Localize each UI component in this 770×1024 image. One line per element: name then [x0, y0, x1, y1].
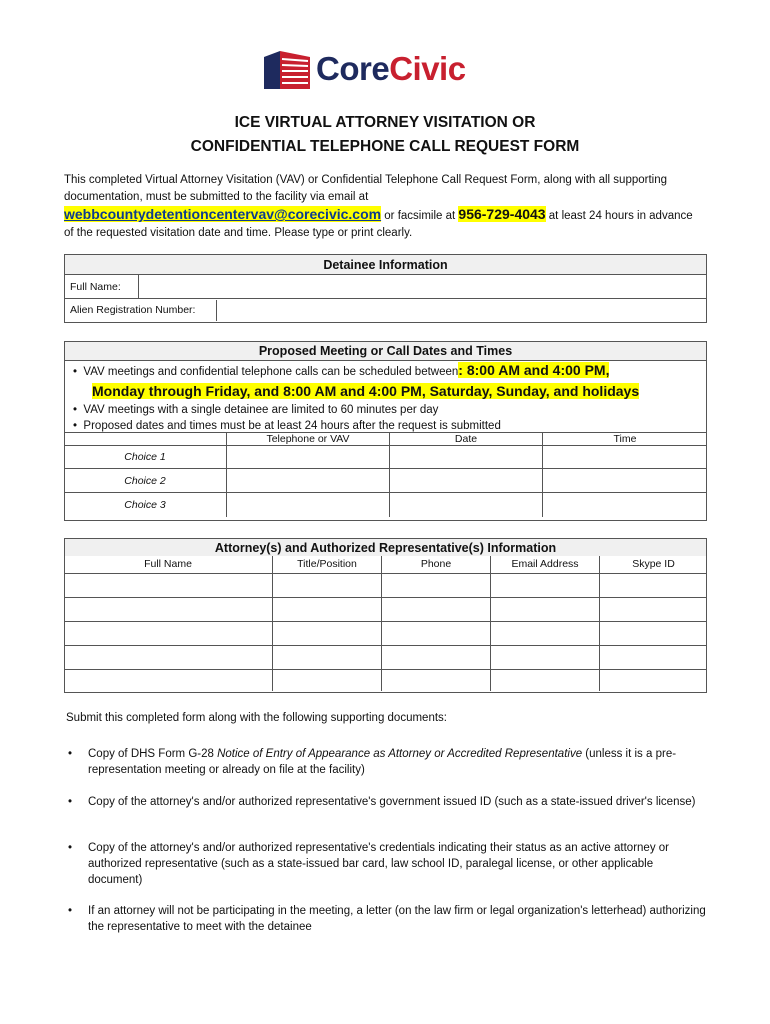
bullet-dot-icon: • — [68, 905, 73, 917]
bullet3-text: Proposed dates and times must be at least 24 hours after the request is submitted — [83, 420, 501, 432]
col-header-date: Date — [390, 433, 543, 446]
document-item-2 — [68, 794, 708, 810]
form-title-line1: ICE VIRTUAL ATTORNEY VISITATION OR — [234, 114, 536, 131]
attorney-skype-field[interactable] — [600, 621, 708, 645]
attorney-col-full-name: Full Name — [64, 556, 273, 573]
attorney-skype-field[interactable] — [600, 573, 708, 597]
attorney-col-skype: Skype ID — [600, 556, 708, 573]
attorney-section — [64, 538, 707, 693]
detainee-header: Detainee Information — [65, 255, 706, 275]
meeting-bullets — [73, 361, 703, 434]
item1-text-a: Copy of DHS Form G-28 — [88, 748, 218, 760]
attorney-title-field[interactable] — [273, 669, 382, 691]
attorney-row — [64, 621, 707, 645]
item2-text: Copy of the attorney's and/or authorized representative's government issued ID (such as a state-issued driver's license) — [88, 796, 696, 808]
attorney-skype-field[interactable] — [600, 669, 708, 691]
intro-text3: at least 24 hours in advance of the requested visitation date and time. Please type or print clearly. — [64, 210, 693, 239]
item1-form-name: Notice of Entry of Appearance as Attorney or Accredited Representative — [217, 748, 583, 760]
intro-text2: or facsimile at — [381, 210, 459, 222]
choice2-date-field[interactable] — [390, 469, 543, 493]
choice-col-header-blank — [64, 433, 227, 446]
choice1-phone-field[interactable] — [227, 446, 390, 469]
meeting-bullet-1 — [73, 361, 703, 382]
attorney-phone-field[interactable] — [382, 645, 491, 669]
brand-name-part2: Civic — [389, 50, 466, 87]
attorney-email-field[interactable] — [491, 597, 600, 621]
attorney-table — [64, 556, 707, 691]
corecivic-logo — [262, 46, 492, 92]
attorney-row — [64, 645, 707, 669]
attorney-title-field[interactable] — [273, 645, 382, 669]
attorney-title-field[interactable] — [273, 573, 382, 597]
attorney-phone-field[interactable] — [382, 573, 491, 597]
document-item-4 — [68, 903, 708, 935]
item1-text-b: (unless it is a pre-representation meeting or already on file at the facility) — [88, 748, 677, 776]
attorney-name-field[interactable] — [64, 597, 273, 621]
attorney-email-field[interactable] — [491, 621, 600, 645]
choice2-time-field[interactable] — [543, 469, 708, 493]
brand-name-part1: Core — [316, 50, 390, 87]
submission-email-link[interactable]: webbcountydetentioncentervav@corecivic.com — [64, 206, 382, 222]
attorney-phone-field[interactable] — [382, 621, 491, 645]
alien-registration-field[interactable] — [217, 300, 707, 321]
choice-row — [64, 446, 707, 469]
full-name-label: Full Name: — [65, 275, 139, 299]
item3-text: Copy of the attorney's and/or authorized representative's credentials indicating their status as an active attorney or authorized representative (such as a state-issued bar card, law school ID, paralegal license, or other applicable document) — [88, 842, 669, 886]
attorney-email-field[interactable] — [491, 645, 600, 669]
detainee-full-name-field[interactable] — [139, 275, 707, 299]
form-title-line2: CONFIDENTIAL TELEPHONE CALL REQUEST FORM — [190, 138, 580, 155]
choice1-date-field[interactable] — [390, 446, 543, 469]
bullet2-text: VAV meetings with a single detainee are limited to 60 minutes per day — [83, 404, 439, 416]
col-header-time: Time — [543, 433, 708, 446]
attorney-row — [64, 573, 707, 597]
intro-paragraph — [64, 172, 704, 242]
attorney-name-field[interactable] — [64, 645, 273, 669]
alien-registration-label: Alien Registration Number: — [65, 300, 217, 321]
attorney-phone-field[interactable] — [382, 669, 491, 691]
bullet-dot-icon: • — [73, 366, 78, 378]
fax-number: 956-729-4043 — [458, 206, 546, 222]
bullet1-prefix: VAV meetings and confidential telephone calls can be scheduled between — [83, 366, 459, 378]
building-logo-icon — [262, 47, 312, 91]
attorney-name-field[interactable] — [64, 573, 273, 597]
bullet-dot-icon: • — [68, 796, 73, 808]
bullet-dot-icon: • — [68, 842, 73, 854]
choice-label: Choice 1 — [64, 446, 227, 469]
bullet1-hours-b: Monday through Friday, and 8:00 AM and 4:00 PM, Saturday, Sunday, and holidays — [92, 383, 640, 399]
choice-label: Choice 3 — [64, 493, 227, 517]
choice2-phone-field[interactable] — [227, 469, 390, 493]
attorney-col-email: Email Address — [491, 556, 600, 573]
meeting-header: Proposed Meeting or Call Dates and Times — [65, 342, 706, 361]
bullet-dot-icon: • — [68, 748, 73, 760]
choice3-phone-field[interactable] — [227, 493, 390, 517]
bullet-dot-icon: • — [73, 420, 78, 432]
document-item-3 — [68, 840, 708, 888]
bullet-dot-icon: • — [73, 404, 78, 416]
choice3-date-field[interactable] — [390, 493, 543, 517]
detainee-section — [64, 254, 707, 323]
attorney-title-field[interactable] — [273, 621, 382, 645]
choice1-time-field[interactable] — [543, 446, 708, 469]
attorney-row — [64, 669, 707, 691]
attorney-phone-field[interactable] — [382, 597, 491, 621]
meeting-section — [64, 341, 707, 521]
meeting-choices-table — [64, 432, 707, 517]
attorney-name-field[interactable] — [64, 621, 273, 645]
item4-text: If an attorney will not be participating in the meeting, a letter (on the law firm or legal organization's letterhead) authorizing the representative to meet with the detainee — [88, 905, 706, 933]
attorney-header-row — [64, 556, 707, 573]
meeting-bullet-1-cont — [73, 382, 703, 402]
attorney-row — [64, 597, 707, 621]
intro-text1: This completed Virtual Attorney Visitation (VAV) or Confidential Telephone Call Request Form, along with all supporting documentation, must be submitted to the facility via email at — [64, 174, 668, 203]
attorney-skype-field[interactable] — [600, 645, 708, 669]
col-header-phone: Telephone or VAV — [227, 433, 390, 446]
choice3-time-field[interactable] — [543, 493, 708, 517]
attorney-skype-field[interactable] — [600, 597, 708, 621]
attorney-name-field[interactable] — [64, 669, 273, 691]
documents-intro: Submit this completed form along with the following supporting documents: — [66, 712, 447, 724]
choice-row — [64, 469, 707, 493]
attorney-header: Attorney(s) and Authorized Representative(s) Information — [65, 539, 706, 556]
meeting-bullet-2 — [73, 402, 703, 418]
attorney-email-field[interactable] — [491, 573, 600, 597]
choice-row — [64, 493, 707, 517]
document-item-1 — [68, 746, 708, 778]
attorney-email-field[interactable] — [491, 669, 600, 691]
choice-label: Choice 2 — [64, 469, 227, 493]
attorney-title-field[interactable] — [273, 597, 382, 621]
bullet1-hours-a: : 8:00 AM and 4:00 PM, — [458, 362, 610, 378]
attorney-col-title: Title/Position — [273, 556, 382, 573]
attorney-col-phone: Phone — [382, 556, 491, 573]
brand-name — [316, 50, 466, 88]
